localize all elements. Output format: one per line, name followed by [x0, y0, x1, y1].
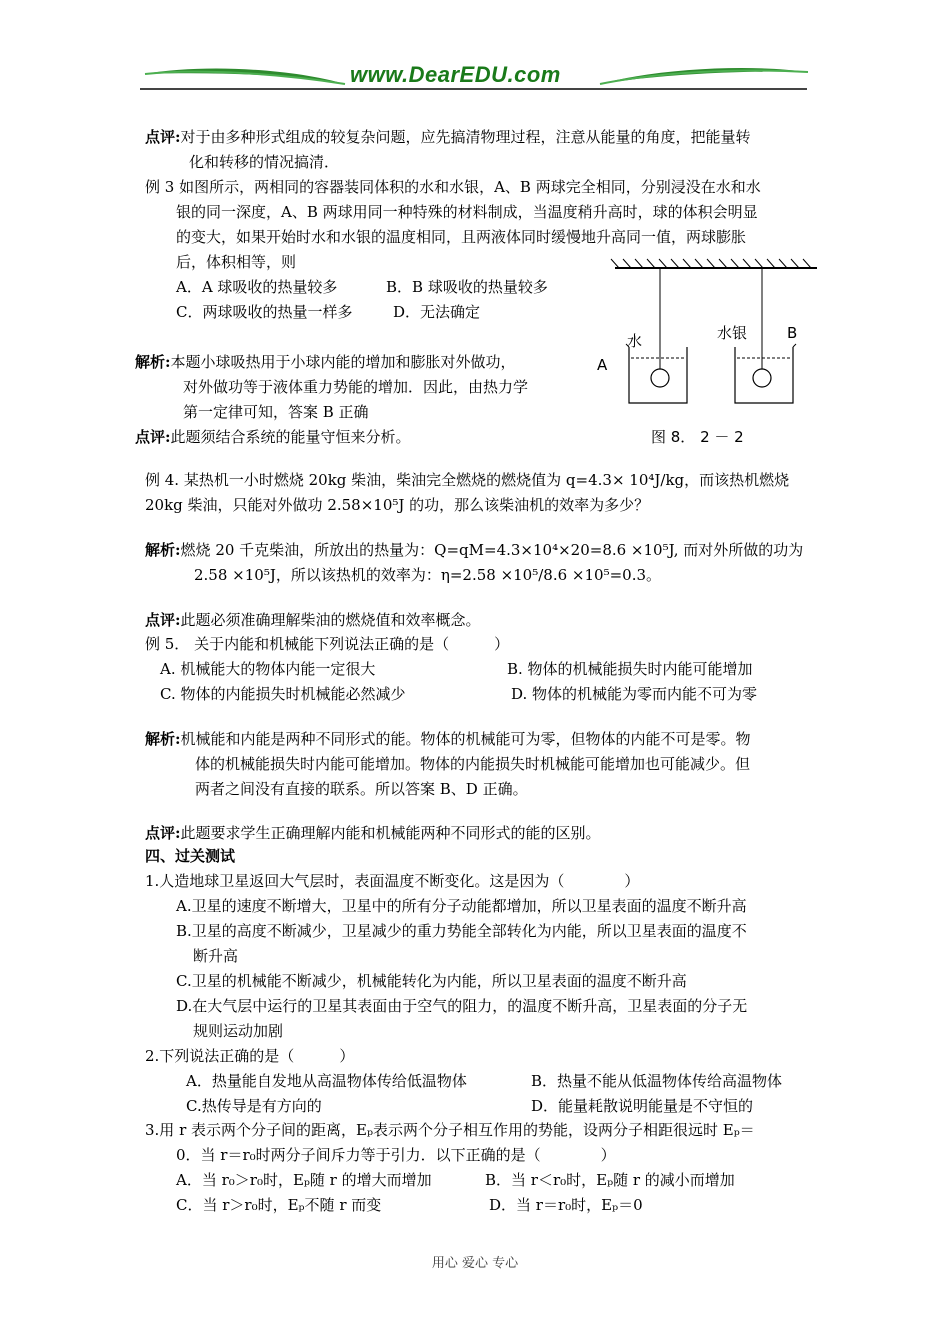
analysis-text: 燃烧 20 千克柴油，所放出的热量为：Q=qM=4.3×10⁴×20=8.6 ×10⁵J, 而对外所做的功为: [180, 541, 804, 559]
comment-text: 对于由多种形式组成的较复杂问题，应先搞清物理过程，注意从能量的角度，把能量转: [180, 128, 751, 146]
page-footer: 用心 爱心 专心: [431, 1256, 519, 1271]
comment-text: 此题必须准确理解柴油的燃烧值和效率概念。: [180, 611, 481, 629]
question-2-option-d: D．能量耗散说明能量是不守恒的: [531, 1097, 754, 1115]
question-1-option-a: A.卫星的速度不断增大，卫星中的所有分子动能都增加，所以卫星表面的温度不断升高: [176, 897, 747, 915]
example-4-comment: [145, 610, 481, 630]
example-3-option-a: A．A 球吸收的热量较多: [176, 278, 338, 296]
example-4-line-1: 例 4. 某热机一小时燃烧 20kg 柴油，柴油完全燃烧的燃烧值为 q=4.3× 10⁴J/kg，而该热机燃烧: [145, 471, 790, 489]
figure-beakers: [595, 250, 825, 450]
example-5-stem: 例 5． 关于内能和机械能下列说法正确的是（ ）: [145, 635, 510, 653]
figure-caption: 图 8． 2 － 2: [651, 428, 744, 446]
question-1-option-b-line-1: B.卫星的高度不断减少，卫星减少的重力势能全部转化为内能，所以卫星表面的温度不: [176, 922, 747, 940]
example-3-option-c: C．两球吸收的热量一样多: [176, 303, 353, 321]
analysis-label: 解析:: [145, 730, 181, 748]
example-3-option-d: D．无法确定: [393, 303, 481, 321]
example-5-analysis-line-2: 体的机械能损失时内能可能增加。物体的内能损失时机械能可能增加也可能减少。但: [195, 755, 751, 773]
example-5-analysis-line-3: 两者之间没有直接的联系。所以答案 B、D 正确。: [195, 780, 528, 798]
question-1-option-d-line-2: 规则运动加剧: [193, 1022, 284, 1040]
example-5-analysis-line-1: [145, 729, 751, 749]
example-3-line-2: 银的同一深度，A、B 两球用同一种特殊的材料制成，当温度稍升高时，球的体积会明显: [176, 203, 758, 221]
question-3-stem-line-2: 0．当 r＝r₀时两分子间斥力等于引力．以下正确的是（ ）: [176, 1146, 616, 1164]
example-3-comment: [135, 427, 411, 447]
example-3-analysis-line-2: 对外做功等于液体重力势能的增加．因此，由热力学: [183, 378, 529, 396]
question-2-stem: 2.下列说法正确的是（ ）: [145, 1047, 355, 1065]
analysis-text: 本题小球吸热用于小球内能的增加和膨胀对外做功，: [170, 353, 516, 371]
analysis-label: 解析:: [145, 541, 181, 559]
label-ball-a: A: [597, 356, 608, 374]
question-2-option-b: B．热量不能从低温物体传给高温物体: [531, 1072, 783, 1090]
example-5-option-d: D. 物体的机械能为零而内能不可为零: [511, 685, 758, 703]
question-3-stem-line-1: 3.用 r 表示两个分子间的距离，Eₚ表示两个分子相互作用的势能，设两分子相距很远时 Eₚ＝: [145, 1121, 755, 1139]
analysis-text: 机械能和内能是两种不同形式的能。物体的机械能可为零，但物体的内能不可是零。物: [180, 730, 751, 748]
question-1-stem: 1.人造地球卫星返回大气层时，表面温度不断变化。这是因为（ ）: [145, 872, 640, 890]
question-1-option-d-line-1: D.在大气层中运行的卫星其表面由于空气的阻力，的温度不断升高，卫星表面的分子无: [176, 997, 748, 1015]
question-3-option-a: A．当 r₀＞r₀时，Eₚ随 r 的增大而增加: [176, 1171, 432, 1189]
label-ball-b: B: [787, 324, 798, 342]
question-3-option-d: D．当 r＝r₀时，Eₚ＝0: [489, 1196, 643, 1214]
page-header: [140, 58, 810, 98]
example-4-line-2: 20kg 柴油，只能对外做功 2.58×10⁵J 的功，那么该柴油机的效率为多少？: [145, 496, 650, 514]
question-1-option-b-line-2: 断升高: [193, 947, 239, 965]
section-heading: 四、过关测试: [145, 847, 236, 865]
label-water: 水: [627, 332, 643, 350]
question-2-option-a: A．热量能自发地从高温物体传给低温物体: [186, 1072, 467, 1090]
example-5-comment: [145, 823, 601, 843]
comment-1-line-2: 化和转移的情况搞清．: [189, 153, 340, 171]
question-1-option-c: C.卫星的机械能不断减少，机械能转化为内能，所以卫星表面的温度不断升高: [176, 972, 687, 990]
analysis-label: 解析:: [135, 353, 171, 371]
example-4-analysis-line-1: [145, 540, 803, 560]
example-5-option-c: C. 物体的内能损失时机械能必然减少: [160, 685, 406, 703]
question-2-option-c: C.热传导是有方向的: [186, 1097, 322, 1115]
example-3-option-b: B．B 球吸收的热量较多: [386, 278, 548, 296]
example-3-analysis-line-3: 第一定律可知，答案 B 正确: [183, 403, 369, 421]
comment-label: 点评:: [145, 128, 181, 146]
site-logo-text: www.DearEDU.com: [350, 62, 561, 87]
comment-text: 此题要求学生正确理解内能和机械能两种不同形式的能的区别。: [180, 824, 601, 842]
comment-label: 点评:: [145, 611, 181, 629]
example-4-analysis-line-2: 2.58 ×10⁵J，所以该热机的效率为：η=2.58 ×10⁵/8.6 ×10⁵=0.3。: [194, 566, 662, 584]
question-3-option-b: B．当 r＜r₀时，Eₚ随 r 的减小而增加: [485, 1171, 735, 1189]
label-mercury: 水银: [717, 324, 748, 342]
example-5-option-b: B. 物体的机械能损失时内能可能增加: [507, 660, 753, 678]
question-3-option-c: C．当 r＞r₀时，Eₚ不随 r 而变: [176, 1196, 382, 1214]
example-5-option-a: A. 机械能大的物体内能一定很大: [160, 660, 376, 678]
header-rule: [140, 88, 807, 90]
comment-1-line-1: [145, 127, 751, 147]
example-3-line-3: 的变大，如果开始时水和水银的温度相同，且两液体同时缓慢地升高同一值，两球膨胀: [176, 228, 747, 246]
example-3-line-4: 后，体积相等，则: [176, 253, 297, 271]
example-3-line-1: 例 3 如图所示，两相同的容器装同体积的水和水银，A、B 两球完全相同，分别浸没在水和水: [145, 178, 761, 196]
comment-text: 此题须结合系统的能量守恒来分析。: [170, 428, 411, 446]
comment-label: 点评:: [135, 428, 171, 446]
example-3-analysis-line-1: [135, 352, 516, 372]
comment-label: 点评:: [145, 824, 181, 842]
